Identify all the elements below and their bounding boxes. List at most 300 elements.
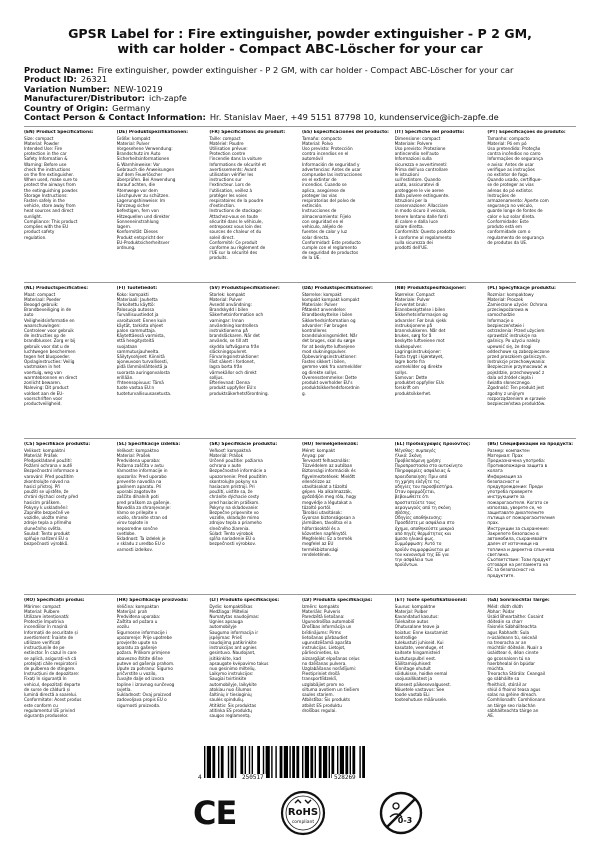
spec-line: Οδηγίες αποθήκευσης: (394, 515, 443, 521)
info-value: Germany (112, 103, 151, 113)
spec-line: varování: Před použitím (24, 473, 74, 479)
spec-line: hasicím práškem. (24, 499, 61, 505)
spec-line: προϊόντων. (394, 562, 419, 568)
spec-blocks (24, 126, 576, 750)
spec-line: puteve od gašenja prahom. (116, 660, 175, 666)
spec-line: auto (24, 312, 34, 318)
spec-line: przeciwpożarowa w (487, 307, 529, 313)
spec-line: tuote vastaa EU:n (116, 385, 155, 391)
spec-line: zonlicht bewaren. (24, 380, 62, 386)
info-row (24, 104, 576, 113)
spec-line: v skladu z uredbo EU o (116, 541, 165, 547)
spec-line: voertuig, weg van (24, 369, 62, 375)
spec-line: automobilyje (209, 624, 237, 630)
spec-line: dala od źródeł ciepła i (487, 374, 534, 380)
spec-line: erillään. (116, 374, 134, 380)
spec-line: Velikost: kompaktní (24, 447, 65, 453)
spec-line: vastmaken in het (24, 364, 61, 370)
spec-line: Materiál: Prášok (209, 452, 243, 458)
spec-line: no dzēšanas pulvera. (301, 660, 347, 666)
spec-line: kompakt kompakt kompakt (301, 296, 360, 302)
spec-line: protejați căile respiratorii (24, 660, 77, 666)
spec-line: sollys. (394, 369, 408, 375)
spec-line: Ohutusalane teave ja (394, 624, 440, 630)
spec-line: hőforrásoktól és a (301, 525, 340, 531)
spec-column (24, 286, 113, 438)
spec-line: Πληροφορίες ασφάλειας & (394, 468, 451, 474)
spec-line: cumple con el reglamento (301, 244, 357, 250)
spec-line: Käytettäessä varmista, (116, 333, 165, 339)
spec-line: uporabi zagotovite (116, 489, 157, 495)
spec-line: múchta. (487, 666, 505, 672)
spec-line: Faisnéis Sábháilteachta (487, 624, 537, 630)
spec-line: varmekilder og direkte (394, 364, 443, 370)
spec-line: virov toplote in (116, 520, 149, 526)
spec-line: sull'estintore. Quando (394, 177, 441, 183)
info-key: Product ID: (24, 75, 77, 85)
info-row (24, 75, 576, 84)
spec-line: gebruik voor dat u de (24, 343, 70, 349)
spec-line: go gcosnaíonn tú na (487, 655, 531, 661)
spec-line: Informații de securitate și (24, 629, 78, 635)
spec-line: de pulberea de stingere. (24, 666, 76, 672)
spec-line: heat sources and direct (24, 208, 74, 214)
spec-line: siguranța produselor. (24, 712, 69, 718)
spec-line: solas na gréine díreach. (487, 692, 538, 698)
spec-line: Medžiaga: Milteliai (209, 608, 249, 614)
spec-line: è conforme al regolamento (394, 234, 452, 240)
spec-line: инструкциите за (487, 494, 525, 500)
spec-line: gesintuvo. Naudojant, (209, 650, 256, 656)
spec-block (24, 282, 576, 438)
spec-line: että hengitysteitä (116, 338, 155, 344)
spec-line: Matériel: Poudre (209, 140, 244, 146)
spec-line: respiratoires de la poudre (209, 198, 264, 204)
spec-line: Požární ochrana v autě (24, 463, 73, 469)
spec-line: Predvidena uporaba: (116, 458, 161, 464)
spec-line: gemme væk fra varmekilder (301, 364, 362, 370)
spec-column (302, 442, 391, 594)
info-value: 26321 (80, 75, 108, 85)
spec-line: tűzoltó portól. (301, 504, 332, 510)
barcode-digit-left: 4 (198, 774, 202, 781)
spec-line: regulamento de segurança (487, 234, 544, 240)
spec-line: далеч от източници на (487, 541, 539, 547)
spec-line: Instruções de (487, 192, 516, 198)
spec-line: Όταν εφαρμόζεται, (394, 489, 436, 495)
spec-line: Uzglabāšanas norādījumi: (301, 666, 357, 672)
spec-line: di calore e dalla luce (394, 218, 438, 224)
rohs-sub-label: compliant (291, 820, 315, 825)
spec-line: utilizare verificați (24, 640, 61, 646)
spec-line: zgodny z unijnym (487, 390, 525, 396)
spec-line: contra incendios en el (301, 151, 349, 157)
spec-line: l'incendie dans la voiture (209, 156, 262, 162)
spec-line: preverite navodila na (116, 478, 162, 484)
spec-line: Izmērs: kompakts (301, 603, 340, 609)
spec-line: ellenőrizze az (301, 478, 331, 484)
spec-line: Tárolási utasítások: (301, 510, 343, 516)
spec-line: Turvallisuustiedot ja (116, 312, 159, 318)
spec-line: Biztonsági információk és (301, 468, 356, 474)
spec-line: aplica, asegúrese de (301, 187, 346, 193)
spec-line: Megfelelés: Ez a termék (301, 536, 353, 542)
spec-heading: (PT) Especificações do produto: (487, 130, 566, 136)
spec-line: prodotti dell'UE. (394, 244, 429, 250)
spec-heading: (ES) Especificaciones del producto: (301, 130, 389, 136)
spec-block (24, 438, 576, 594)
spec-line: on the fire extinguisher. (24, 172, 74, 178)
spec-line: Bezpečnostní informace a (24, 468, 79, 474)
spec-line: segurança no veículo, (487, 203, 534, 209)
spec-line: Material: Pulver (116, 140, 150, 146)
spec-line: contra incêndios no carro (487, 151, 541, 157)
spec-line: безопасност и (487, 478, 519, 484)
spec-line: ochrana v aute (209, 463, 241, 469)
spec-line: aizsargājat elpošanas ceļus (301, 655, 360, 661)
spec-line: brannslukkeren. Når det (394, 328, 446, 334)
spec-line: Материал: Прах (487, 452, 523, 458)
spec-line: obavezno štitite dišne (116, 655, 163, 661)
spec-line: solare diretta. (394, 224, 424, 230)
spec-column (117, 286, 206, 438)
spec-column (209, 286, 298, 438)
spec-line: brukes, sørg for å (394, 333, 432, 339)
spec-line: advarsler: Før bruk sjekk (394, 317, 447, 323)
spec-line: Informacje o (487, 317, 514, 323)
spec-line: ordnung. (116, 244, 136, 250)
info-key: Contact Person & Contact Information: (24, 113, 206, 123)
spec-line: gaśnicy. Po użyciu należy (487, 338, 541, 344)
info-value: ich-zapfe (149, 94, 187, 104)
spec-line: zdroje tepla a přímého (24, 520, 72, 526)
spec-line: Informazioni sulla (394, 156, 432, 162)
spec-line: na treoracha ar an (487, 640, 527, 646)
spec-line: varningar: Innan (209, 317, 244, 323)
spec-line: & Warnhinweise: Vor (116, 161, 160, 167)
spec-line: použití, uistite sa, že (209, 489, 253, 495)
spec-line: Sicherheitsinformationen (116, 156, 170, 162)
spec-line: Sikkerhetsinformasjon og (394, 312, 448, 318)
spec-line: Protection contre (209, 151, 246, 157)
spec-line: beskytte luftveiene mot (394, 338, 445, 344)
spec-column (209, 130, 298, 282)
spec-line: Yhteensopivuus: Tämä (116, 380, 164, 386)
spec-column (117, 598, 206, 750)
barcode-digits-mid: 250517 (242, 774, 264, 781)
spec-line: Hitzequellen und direkter (116, 213, 170, 219)
spec-heading: (EN) Product Specifications: (24, 130, 94, 136)
spec-line: използва, уверете се, че (487, 504, 542, 510)
spec-line: provjerite upute na (116, 640, 157, 646)
spec-line: g. (301, 390, 306, 396)
spec-line: opozorila: Pred uporabo (116, 473, 167, 479)
spec-line: Ábhar: Púdar (487, 608, 515, 614)
spec-line: пожарогасителя. Когато се (487, 499, 549, 505)
spec-line: conforme au règlement de (209, 244, 266, 250)
spec-line: pričvrstite u vozilo, (116, 671, 157, 677)
spec-line: Velikost: kompaktno (116, 447, 159, 453)
spec-line: solar directa. (301, 234, 330, 240)
spec-line: slunečního světla. (24, 525, 62, 531)
spec-line: Fixați în siguranță în (24, 676, 67, 682)
spec-line: Säilytysohjeet: Kiinnitä (116, 354, 165, 360)
spec-column (209, 442, 298, 594)
spec-line: se aplică, asigurați-vă că (24, 655, 77, 661)
spec-line: tulekustuti juhiseid. Kui (394, 640, 444, 646)
spec-line: την ασφάλεια των (394, 556, 434, 562)
spec-line: Forventet bruk: (394, 302, 427, 308)
spec-heading: (RO) Specificații produs: (24, 598, 85, 604)
spec-line: Material: Pulver (209, 296, 243, 302)
spec-line: Drošības informācija un (301, 624, 352, 630)
spec-line: Předpokládané použití: (24, 458, 72, 464)
spec-line: Lagringsinstruksjoner: (394, 348, 442, 354)
spec-line: släckningspulvret. (209, 348, 248, 354)
spec-line: Predviđena uporaba: (116, 614, 161, 620)
spec-line: Uso previsto: Protezione (394, 146, 446, 152)
spec-line: Varnostne informacije in (116, 468, 168, 474)
spec-line: l'extincteur. Lors de (209, 182, 251, 188)
spec-line: Opbevaringsinstruktioner: (301, 354, 357, 360)
spec-line: Intended Use: Fire (24, 146, 63, 152)
spec-line: spĺňa nariadenie EÚ o (209, 536, 256, 542)
spec-line: προϊόν συμμορφώνεται με (394, 546, 450, 552)
spec-line: Beoogd gebruik: (24, 302, 59, 308)
spec-line: Pokyny k uskladnění: (24, 504, 69, 510)
spec-line: Comhlíonadh: Comhlíonann (487, 697, 546, 703)
spec-line: Material: Pulbere (24, 608, 60, 614)
spec-line: EU-Produktsicherheitsver (116, 239, 170, 245)
spec-line: Förvaringsinstruktioner: (209, 354, 260, 360)
spec-line: saugos reglamentą. (209, 712, 251, 718)
spec-line: Zaštita od požara u (116, 619, 158, 625)
spec-line: Atbilstība: Šis produkts (301, 697, 351, 703)
spec-line: go sábháilte sa (487, 676, 520, 682)
spec-line: Materiaali: Jauhetta (116, 296, 158, 302)
spec-line: топлина и директна слънчева (487, 546, 555, 552)
spec-column (487, 130, 576, 282)
spec-line: produto está em (487, 224, 522, 230)
spec-line: instrukcijas ant ugnies (209, 645, 257, 651)
spec-line: Veľkosť: kompaktná (209, 447, 251, 453)
spec-column (302, 130, 391, 282)
spec-line: varnosti izdelkov. (116, 546, 153, 552)
spec-line: brandslukningsmidlet. Når (301, 333, 358, 339)
spec-column (24, 130, 113, 282)
spec-column (395, 598, 484, 750)
spec-line: ostrzeżenia: Przed użyciem (487, 328, 545, 334)
spec-line: kasutate, veenduge, et (394, 645, 444, 651)
spec-line: Conformidade: Este (487, 218, 529, 224)
spec-line: Atitiktis: Šis produktas (209, 702, 257, 708)
spec-line: automóvil (301, 156, 323, 162)
spec-line: advertencias: Antes de usar (301, 166, 361, 172)
spec-line: Varno se prilepite v (116, 510, 158, 516)
spec-line: bezpečnosti výrobků. (24, 541, 69, 547)
spec-line: σβέσης. (394, 510, 412, 516)
spec-line: se de proteger as vias (487, 182, 534, 188)
spec-line: siltuma avotiem un tiešiem (301, 686, 360, 692)
spec-line: n-úsáideann tú, seiceáil (487, 634, 538, 640)
spec-heading: (EL) Προδιαγραφές προϊόντος: (394, 442, 471, 448)
spec-line: Atemwege vor dem (116, 187, 158, 193)
spec-line: Safety Information & (24, 156, 68, 162)
spec-line: Säkerhetsinformation och (209, 312, 264, 318)
spec-column (302, 286, 391, 438)
spec-line: προειδοποίηση: Πριν από (394, 473, 448, 479)
spec-line: Μέγεθος: συμπαγές (394, 447, 436, 453)
spec-line: Instructions de stockage: (209, 208, 263, 214)
spec-line: ugunsdzēšamā aparāta (301, 640, 352, 646)
spec-heading: (SL) Specifikacije izdelka: (116, 442, 181, 448)
spec-line: Größe: kompakt (116, 135, 151, 141)
spec-line: verifique as instruções (487, 166, 535, 172)
spec-line: Sonneneinstrahlung (116, 218, 159, 224)
spec-line: Materiál: Prášek (24, 452, 58, 458)
spec-line: Attachez-vous en toute (209, 213, 258, 219)
spec-line: svjetla. (116, 686, 132, 692)
spec-line: Информация за (487, 473, 522, 479)
spec-line: Materiaal: Poeder (24, 296, 61, 302)
spec-line: Protecție împotriva (24, 619, 64, 625)
spec-line: forskrift om (394, 385, 419, 391)
spec-line: überprüfen. Bei Anwendung (116, 177, 176, 183)
spec-line: Conformitate: Acest produs (24, 697, 82, 703)
spec-line: Zapněte bezpečně ve (24, 510, 70, 516)
spec-line: hasicí přístroj. Při (24, 484, 61, 490)
spec-line: Lagerungshinweise: Im (116, 198, 166, 204)
spec-heading: (NL) Productspecificaties: (24, 286, 88, 292)
spec-heading: (GA) Sonraíochtaí Táirge: (487, 598, 550, 604)
spec-line: sábháilteachta táirge an (487, 707, 539, 713)
spec-line: warmtebronnen en direct (24, 374, 78, 380)
spec-line: hasiacom prístroji. Pri (209, 484, 255, 490)
spec-line: upewnić się, że drogi (487, 343, 532, 349)
spec-line: Koko: kompakti (116, 291, 149, 297)
spec-line: voorschriften voor (24, 395, 63, 401)
spec-line: rozporządzeniem w sprawie (487, 395, 546, 401)
info-key: Variation Number: (24, 84, 110, 94)
spec-line: Suurus: kompaktne (394, 603, 436, 609)
spec-line: compruebe las instrucciones (301, 172, 363, 178)
spec-line: Soulad: Tento produkt (24, 530, 70, 536)
spec-line: Fasten safely in the (24, 198, 65, 204)
spec-line: sécurité dans le véhicule, (209, 218, 263, 224)
spec-line: splňuje nařízení EU o (24, 536, 69, 542)
spec-line: употреба проверете (487, 489, 533, 495)
spec-line: extinción. (301, 203, 323, 209)
spec-line: Konformität: Dieses (116, 229, 158, 235)
spec-line: fheithicil, stóráil ar (487, 681, 527, 687)
spec-line: darauf achten, die (116, 182, 156, 188)
spec-line: conservazione: Allacciare (394, 203, 448, 209)
spec-line: Material: Pó em pó (487, 140, 527, 146)
spec-line: calor e luz solar direta. (487, 213, 536, 219)
spec-line: dóiteáin sa charr (487, 619, 523, 625)
spec-line: protéger les voies (209, 192, 247, 198)
spec-line: прах. (487, 520, 500, 526)
spec-line: productveiligheid. (24, 400, 62, 406)
spec-line: vozidle, uložte mimo (24, 515, 68, 521)
spec-line: Laikymo instrukcijos: (209, 671, 254, 677)
spec-line: Storlek: kompakt (209, 291, 246, 297)
spec-line: hoiatus: Enne kasutamist (394, 629, 448, 635)
spec-line: Противопожарна защита в (487, 463, 548, 469)
spec-line: Brandskydd i bilen (209, 307, 249, 313)
spec-line: tegen het bluspoeder. (24, 354, 70, 360)
spec-line: Συμμόρφωση: Αυτό το (394, 541, 442, 547)
info-value: Fire extinguisher, powder extinguisher - P 2 GM, with car holder - Compact ABC-Löscher for your car (97, 66, 514, 75)
spec-line: Size: compact (24, 135, 54, 141)
spec-line: brīdinājums: Pirms (301, 629, 341, 635)
spec-line: Brannbeskyttelse i bilen (394, 307, 446, 313)
spec-line: de produtos da UE. (487, 239, 528, 245)
spec-line: Utilizare intenționată: (24, 614, 70, 620)
spec-line: sammutusjauheelta. (116, 348, 160, 354)
spec-line: Dydis: kompaktiškas (209, 603, 253, 609)
spec-line: ajoneuvoon turvallisesti, (116, 359, 169, 365)
spec-line: Brandschutz im Auto (116, 151, 161, 157)
spec-line: Προσδέστε με ασφάλεια στο (394, 520, 455, 526)
spec-line: produkt overholder EU's (301, 380, 353, 386)
age-label: 0-3 (397, 816, 413, 825)
spec-line: Rozmiar: kompaktowy (487, 291, 534, 297)
spec-line: instructions sur (209, 177, 242, 183)
spec-line: Υλικό: Σκόνη (394, 452, 422, 458)
spec-line: úsáidtear é, déan cinnte (487, 650, 539, 656)
spec-heading: (HR) Specifikacije proizvoda: (116, 598, 189, 604)
spec-line: αεραγωγούς από τη σκόνη (394, 504, 451, 510)
spec-column (395, 442, 484, 594)
product-info (24, 66, 576, 122)
info-row (24, 113, 576, 122)
info-row (24, 94, 576, 103)
spec-line: product safety (24, 229, 55, 235)
info-row (24, 66, 576, 75)
spec-heading: (DE) Produktspezifikationen: (116, 130, 189, 136)
spec-line: zadovoljava propis EU o (116, 697, 167, 703)
spec-line: saulės spindulių. (209, 697, 245, 703)
spec-line: og direkte sollys. (301, 369, 338, 375)
spec-line: Samsvar: Dette (394, 374, 428, 380)
spec-line: Fäst säkert i fordonet, (209, 359, 255, 365)
spec-line: Utilisation prévue: (209, 146, 248, 152)
spec-line: naudojimą patikrinkite (209, 640, 257, 646)
spec-line: l'UE sur la sécurité des (209, 250, 258, 256)
spec-line: svetlobe. (116, 530, 136, 536)
spec-line: Materiale: Pulver (301, 302, 338, 308)
spec-line: soleil direct. (209, 234, 235, 240)
info-value: Hr. Stanislav Maer, +49 5151 87798 10, kundenservice@ich-zapfe.de (209, 113, 499, 123)
spec-line: produktsikkerhet. (394, 390, 432, 396)
spec-line: Materiāls: Pulveris (301, 608, 341, 614)
spec-line: Materiale: Polvere (394, 140, 433, 146)
spec-line: Navodila za shranjevanje: (116, 504, 171, 510)
spec-line: produits. (209, 255, 228, 261)
spec-line: instruksjonene på (394, 322, 433, 328)
spec-line: győződjön meg róla, hogy (301, 494, 357, 500)
spec-line: Размер: компактен (487, 447, 530, 453)
spec-heading: (ET) Toote spetsifikatsioonid: (394, 598, 468, 604)
spec-line: Istruzioni per la (394, 198, 428, 204)
spec-line: από πηγές θερμότητας και (394, 530, 452, 536)
spec-line: колата (487, 468, 503, 474)
spec-line: požara. Prilikom primjene (116, 650, 171, 656)
spec-line: de seguridad de productos (301, 250, 359, 256)
spec-line: utilisation vérifier les (209, 172, 254, 178)
spec-line: Maat: compact (24, 291, 56, 297)
